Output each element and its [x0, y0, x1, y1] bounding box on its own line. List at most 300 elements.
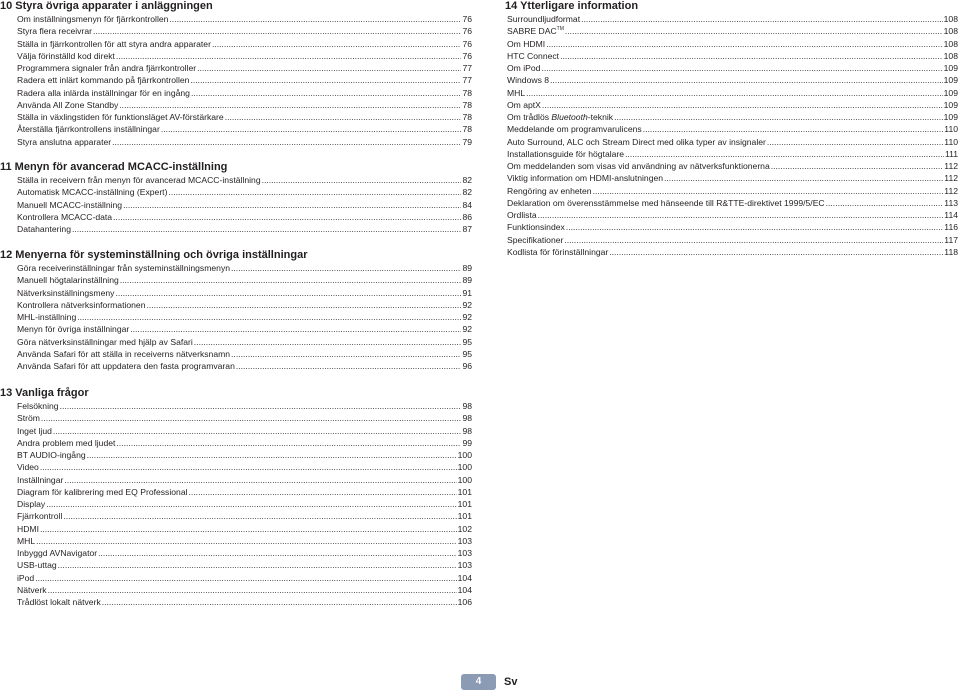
toc-entry-title — [17, 174, 261, 186]
toc-entry-text: Video — [17, 462, 39, 473]
dot-leader — [35, 572, 456, 584]
toc-entry-title — [17, 186, 167, 198]
toc-entry-title — [17, 510, 62, 522]
toc-entry[interactable] — [17, 510, 472, 522]
toc-entry-title — [507, 221, 565, 233]
toc-entry[interactable] — [17, 274, 472, 286]
toc-entry-title — [17, 437, 115, 449]
toc-entry[interactable] — [17, 449, 472, 461]
toc-entry-text: Ställa in fjärrkontrollen för att styra andra apparater — [17, 38, 211, 49]
toc-entry-title — [17, 535, 35, 547]
toc-entry-page: 95 — [462, 348, 472, 359]
toc-entry-text: Trådlöst lokalt nätverk — [17, 597, 101, 607]
dot-leader — [161, 123, 462, 135]
section-heading: 11 Menyn för avancerad MCACC-inställning — [0, 161, 228, 173]
dot-leader — [231, 348, 461, 360]
toc-entry-text: HTC Connect — [507, 50, 560, 61]
toc-entry-title — [17, 572, 34, 584]
toc-entry[interactable] — [17, 211, 472, 223]
toc-section-14 — [505, 0, 958, 258]
toc-entry-title — [17, 299, 146, 311]
toc-entry[interactable] — [17, 572, 472, 584]
dot-leader — [538, 209, 944, 221]
toc-entry-title — [507, 234, 563, 246]
dot-leader — [147, 299, 462, 311]
toc-entry-title — [507, 38, 545, 50]
toc-entry-page: 102 — [457, 523, 472, 534]
toc-entry-title — [17, 262, 230, 274]
toc-entry-text: Om trådlös Bluetooth-teknik — [507, 112, 614, 122]
toc-entry-page: 87 — [462, 224, 472, 234]
toc-entry-text: Fjärrkontroll — [17, 511, 63, 522]
toc-entry-text: Auto Surround, ALC och Stream Direct med olika typer av insignaler — [507, 136, 766, 147]
toc-entry[interactable] — [507, 148, 958, 160]
dot-leader — [116, 437, 461, 449]
toc-entry[interactable] — [507, 136, 958, 148]
entry-list — [0, 13, 472, 148]
toc-entry-title — [17, 87, 190, 99]
toc-entry-title — [507, 160, 770, 172]
toc-entry-page: 103 — [457, 560, 472, 571]
entry-list — [505, 13, 958, 258]
toc-entry-page: 103 — [457, 535, 472, 546]
toc-entry-page: 100 — [457, 474, 472, 485]
toc-entry[interactable] — [507, 25, 958, 37]
toc-entry[interactable] — [17, 262, 472, 274]
dot-leader — [63, 510, 456, 522]
toc-entry[interactable] — [17, 25, 472, 37]
toc-entry[interactable] — [507, 221, 958, 233]
dot-leader — [542, 99, 943, 111]
toc-entry-page: 89 — [462, 275, 472, 286]
toc-entry-title — [17, 13, 168, 25]
toc-entry-page: 109 — [943, 75, 958, 86]
toc-entry-page: 111 — [944, 148, 958, 159]
dot-leader — [130, 323, 461, 335]
toc-entry-text: Automatisk MCACC-inställning (Expert) — [17, 187, 168, 198]
dot-leader — [113, 211, 461, 223]
toc-entry[interactable] — [17, 348, 472, 360]
toc-entry-title — [507, 136, 766, 148]
toc-entry-page: 109 — [943, 63, 958, 73]
dot-leader — [197, 62, 461, 74]
toc-entry-title — [507, 74, 549, 86]
dot-leader — [212, 38, 462, 50]
dot-leader — [664, 172, 943, 184]
toc-entry-text: Välja förinställd kod direkt — [17, 50, 115, 61]
toc-entry-title — [17, 412, 40, 424]
dot-leader — [643, 123, 944, 135]
toc-entry-text: Manuell högtalarinställning — [17, 275, 119, 286]
toc-entry[interactable] — [507, 62, 958, 74]
dot-leader — [102, 596, 457, 608]
toc-entry-title — [507, 50, 559, 62]
toc-entry-title — [17, 498, 45, 510]
toc-entry-text: Om iPod — [507, 63, 541, 73]
toc-entry-title — [17, 523, 39, 535]
toc-entry-title — [17, 425, 52, 437]
toc-entry-title — [17, 474, 63, 486]
dot-leader — [41, 412, 462, 424]
toc-entry-page: 108 — [943, 50, 958, 61]
toc-entry-title — [507, 25, 564, 37]
toc-entry[interactable] — [17, 299, 472, 311]
toc-entry-text: MHL-inställning — [17, 312, 77, 322]
toc-entry[interactable] — [17, 174, 472, 186]
toc-entry-text: Diagram för kalibrering med EQ Professional — [17, 486, 188, 497]
entry-list — [0, 174, 472, 235]
toc-entry-text: Installationsguide för högtalare — [507, 148, 625, 159]
toc-entry-title — [17, 38, 211, 50]
toc-entry-page: 82 — [462, 175, 472, 185]
toc-entry-text: Radera alla inlärda inställningar för en ingång — [17, 87, 190, 98]
dot-leader — [36, 535, 457, 547]
toc-entry[interactable] — [507, 50, 958, 62]
section-heading: 10 Styra övriga apparater i anläggningen — [0, 0, 213, 12]
toc-entry-title — [17, 136, 111, 148]
toc-entry-title — [507, 209, 537, 221]
dot-leader — [40, 461, 457, 473]
entry-list — [0, 400, 472, 608]
toc-entry[interactable] — [17, 559, 472, 571]
toc-entry-title — [17, 323, 129, 335]
toc-entry-page: 103 — [457, 548, 472, 558]
toc-entry[interactable] — [17, 323, 472, 335]
toc-entry-text: Menyn för övriga inställningar — [17, 324, 130, 335]
toc-entry[interactable] — [507, 160, 958, 172]
toc-entry-page: 108 — [943, 38, 958, 49]
toc-entry-page: 78 — [462, 87, 472, 98]
dot-leader — [526, 87, 943, 99]
toc-entry-page: 98 — [462, 425, 472, 436]
toc-entry-page: 104 — [457, 584, 472, 595]
toc-entry[interactable] — [17, 50, 472, 62]
dot-leader — [60, 400, 462, 412]
toc-entry-page: 76 — [462, 26, 472, 37]
dot-leader — [40, 523, 457, 535]
toc-entry-title — [17, 400, 59, 412]
toc-entry[interactable] — [17, 123, 472, 135]
toc-entry-page: 112 — [944, 173, 958, 184]
toc-entry-text: Inställningar — [17, 474, 64, 485]
toc-entry-title — [17, 596, 101, 608]
toc-entry-page: 116 — [944, 222, 958, 233]
toc-entry[interactable] — [507, 234, 958, 246]
toc-entry-page: 117 — [944, 234, 958, 245]
toc-entry-title — [507, 246, 608, 258]
toc-entry-page: 78 — [462, 99, 472, 110]
toc-entry-text: Manuell MCACC-inställning — [17, 199, 123, 210]
toc-entry-page: 78 — [462, 112, 472, 122]
toc-entry[interactable] — [507, 197, 958, 209]
toc-entry-text: Ställa in växlingstiden för funktionsläget AV-förstärkare — [17, 112, 224, 122]
toc-entry[interactable] — [17, 87, 472, 99]
toc-entry-text: Felsökning — [17, 401, 59, 411]
dot-leader — [112, 136, 461, 148]
toc-entry-title — [17, 25, 92, 37]
toc-entry-text: Specifikationer — [507, 234, 564, 245]
dot-leader — [191, 87, 461, 99]
toc-entry-title — [17, 584, 47, 596]
dot-leader — [564, 234, 943, 246]
toc-entry-title — [17, 348, 230, 360]
toc-entry[interactable] — [17, 223, 472, 235]
dot-leader — [826, 197, 944, 209]
toc-section-13 — [0, 387, 472, 608]
toc-entry[interactable] — [17, 425, 472, 437]
toc-entry-page: 95 — [462, 336, 472, 347]
entry-list — [0, 262, 472, 372]
toc-section-11 — [0, 161, 472, 235]
toc-entry-page: 91 — [462, 287, 472, 298]
toc-entry[interactable] — [507, 38, 958, 50]
toc-entry-text: Windows 8 — [507, 75, 550, 86]
dot-leader — [625, 148, 944, 160]
toc-entry[interactable] — [507, 123, 958, 135]
toc-entry-page: 108 — [943, 14, 958, 24]
toc-entry-page: 109 — [943, 99, 958, 110]
toc-entry-title — [507, 13, 580, 25]
toc-entry-title — [17, 311, 76, 323]
toc-entry[interactable] — [17, 199, 472, 211]
toc-entry-title — [17, 111, 224, 123]
toc-entry[interactable] — [17, 38, 472, 50]
toc-entry-title — [507, 172, 663, 184]
toc-entry[interactable] — [17, 136, 472, 148]
dot-leader — [123, 199, 461, 211]
dot-leader — [120, 274, 462, 286]
toc-entry-text: MHL — [17, 535, 36, 546]
toc-entry-text: Radera ett inlärt kommando på fjärrkontrollen — [17, 75, 190, 86]
toc-entry-page: 101 — [457, 486, 472, 497]
toc-entry[interactable] — [507, 87, 958, 99]
toc-entry-text: Inbyggd AVNavigator — [17, 548, 98, 558]
toc-entry-page: 109 — [943, 87, 958, 98]
toc-entry-page: 92 — [462, 299, 472, 310]
toc-entry-text: Använda Safari för att ställa in receiverns nätverksnamn — [17, 348, 231, 359]
toc-entry[interactable] — [17, 400, 472, 412]
dot-leader — [58, 559, 457, 571]
toc-entry[interactable] — [17, 437, 472, 449]
toc-entry-text: Datahantering — [17, 224, 71, 234]
toc-entry-title — [17, 199, 122, 211]
toc-entry[interactable] — [17, 99, 472, 111]
toc-entry-page: 101 — [457, 499, 472, 509]
dot-leader — [189, 486, 457, 498]
toc-entry-text: BT AUDIO-ingång — [17, 450, 86, 460]
toc-entry-text: Kontrollera MCACC-data — [17, 211, 113, 222]
toc-entry-text: Använda Safari för att uppdatera den fasta programvaran — [17, 361, 235, 371]
toc-entry-text: MHL — [507, 87, 526, 98]
toc-entry-page: 76 — [462, 50, 472, 61]
toc-entry-page: 106 — [457, 597, 472, 607]
dot-leader — [566, 221, 943, 233]
toc-entry-text: Kodlista för förinställningar — [507, 246, 609, 257]
dot-leader — [98, 547, 457, 559]
toc-entry-title — [507, 197, 825, 209]
toc-entry-page: 108 — [943, 26, 958, 37]
toc-entry-page: 78 — [462, 124, 472, 135]
dot-leader — [225, 111, 462, 123]
toc-entry-text: Nätverksinställningsmeny — [17, 287, 115, 298]
toc-entry-page: 77 — [462, 63, 472, 73]
toc-entry[interactable] — [17, 186, 472, 198]
dot-leader — [169, 13, 461, 25]
toc-entry[interactable] — [507, 111, 958, 123]
toc-entry[interactable] — [17, 13, 472, 25]
toc-entry[interactable] — [17, 62, 472, 74]
dot-leader — [771, 160, 944, 172]
toc-entry-page: 100 — [457, 450, 472, 460]
toc-entry-title — [17, 336, 193, 348]
toc-entry[interactable] — [17, 523, 472, 535]
toc-entry-title — [17, 123, 160, 135]
toc-entry-text: Inget ljud — [17, 425, 52, 436]
dot-leader — [231, 262, 461, 274]
toc-entry-title — [507, 99, 541, 111]
toc-entry[interactable] — [17, 412, 472, 424]
toc-entry-page: 76 — [462, 38, 472, 49]
toc-entry-title — [17, 449, 86, 461]
toc-entry-page: 118 — [944, 246, 958, 257]
dot-leader — [546, 38, 942, 50]
toc-entry-title — [17, 223, 71, 235]
toc-entry-title — [17, 50, 115, 62]
toc-entry[interactable] — [17, 111, 472, 123]
toc-entry-page: 99 — [462, 437, 472, 448]
toc-entry-title — [17, 287, 114, 299]
toc-entry[interactable] — [17, 498, 472, 510]
dot-leader — [609, 246, 943, 258]
toc-entry[interactable] — [17, 535, 472, 547]
toc-entry-title — [507, 87, 525, 99]
toc-entry[interactable] — [17, 360, 472, 372]
toc-entry[interactable] — [17, 547, 472, 559]
toc-entry-text: Om HDMI — [507, 38, 546, 49]
toc-entry[interactable] — [17, 474, 472, 486]
toc-entry-text: Använda All Zone Standby — [17, 99, 119, 110]
dot-leader — [72, 223, 461, 235]
toc-entry-title — [17, 360, 235, 372]
toc-entry-text: Andra problem med ljudet — [17, 437, 116, 448]
dot-leader — [168, 186, 461, 198]
toc-entry[interactable] — [507, 185, 958, 197]
toc-entry-title — [507, 185, 592, 197]
toc-entry-text: Nätverk — [17, 584, 47, 595]
toc-entry[interactable] — [17, 287, 472, 299]
toc-entry-page: 100 — [457, 462, 472, 473]
toc-entry-text: iPod — [17, 572, 35, 583]
dot-leader — [550, 74, 943, 86]
toc-entry-page: 76 — [462, 14, 472, 24]
toc-entry-page: 98 — [462, 401, 472, 411]
toc-entry-text: Ström — [17, 413, 40, 424]
dot-leader — [262, 174, 462, 186]
toc-entry-text: SABRE DAC — [507, 26, 557, 37]
toc-entry-text: Om meddelanden som visas vid användning av nätverksfunktionerna — [507, 161, 770, 171]
toc-entry-page: 92 — [462, 324, 472, 335]
toc-entry-page: 104 — [457, 572, 472, 583]
dot-leader — [541, 62, 942, 74]
page-number-badge: 4 — [461, 674, 496, 690]
toc-entry-text: Deklaration om överensstämmelse med hänseende till R&TTE-direktivet 1999/5/EC — [507, 197, 825, 208]
toc-entry-text: Styra flera receivrar — [17, 26, 92, 37]
toc-entry-page: 98 — [462, 413, 472, 424]
toc-entry[interactable] — [17, 596, 472, 608]
toc-entry[interactable] — [507, 172, 958, 184]
toc-entry[interactable] — [17, 336, 472, 348]
section-heading: 12 Menyerna för systeminställning och övriga inställningar — [0, 249, 308, 261]
section-heading: 14 Ytterligare information — [505, 0, 639, 12]
toc-entry-title — [17, 486, 188, 498]
toc-entry-text: Göra receiverinställningar från systeminställningsmenyn — [17, 263, 231, 273]
dot-leader — [64, 474, 456, 486]
toc-entry-text: Om inställningsmenyn för fjärrkontrollen — [17, 14, 169, 24]
toc-entry-title — [507, 111, 613, 123]
toc-entry-title — [17, 559, 57, 571]
toc-entry-title — [17, 211, 112, 223]
toc-entry-title — [17, 99, 118, 111]
toc-entry-page: 89 — [462, 263, 472, 273]
toc-entry-title — [17, 62, 196, 74]
dot-leader — [190, 74, 461, 86]
toc-entry-page: 112 — [944, 185, 958, 196]
toc-entry[interactable] — [17, 461, 472, 473]
toc-entry-title — [507, 123, 642, 135]
toc-entry[interactable] — [17, 311, 472, 323]
toc-entry[interactable] — [507, 74, 958, 86]
dot-leader — [77, 311, 461, 323]
toc-entry-title — [507, 62, 540, 74]
toc-entry-title — [17, 547, 97, 559]
dot-leader — [53, 425, 462, 437]
toc-entry[interactable] — [507, 246, 958, 258]
toc-entry-text: Ordlista — [507, 210, 537, 220]
toc-entry[interactable] — [507, 99, 958, 111]
trademark-superscript: TM — [556, 26, 564, 33]
dot-leader — [115, 287, 461, 299]
toc-entry-page: 96 — [462, 361, 472, 371]
toc-entry-text: Återställa fjärrkontrollens inställningar — [17, 124, 160, 135]
toc-entry-title — [507, 148, 624, 160]
dot-leader — [236, 360, 462, 372]
toc-entry[interactable] — [17, 584, 472, 596]
toc-entry[interactable] — [17, 74, 472, 86]
toc-entry-page: 110 — [944, 136, 958, 147]
toc-entry-title — [17, 74, 189, 86]
toc-entry-page: 82 — [462, 187, 472, 198]
dot-leader — [87, 449, 457, 461]
section-heading: 13 Vanliga frågor — [0, 387, 89, 399]
toc-entry-text: Kontrollera nätverksinformationen — [17, 299, 146, 310]
dot-leader — [194, 336, 462, 348]
toc-entry[interactable] — [507, 209, 958, 221]
dot-leader — [48, 584, 457, 596]
toc-entry-text: Ställa in receivern från menyn för avancerad MCACC-inställning — [17, 175, 261, 185]
toc-entry-page: 114 — [944, 210, 958, 220]
dot-leader — [560, 50, 943, 62]
dot-leader — [581, 13, 943, 25]
toc-entry-page: 79 — [462, 136, 472, 147]
toc-entry-page: 109 — [943, 112, 958, 122]
toc-entry-text: Display — [17, 499, 46, 509]
language-label: Sv — [504, 676, 518, 688]
toc-entry[interactable] — [17, 486, 472, 498]
toc-entry-text: Rengöring av enheten — [507, 185, 592, 196]
toc-entry-page: 101 — [457, 511, 472, 522]
toc-entry-page: 77 — [462, 75, 472, 86]
toc-entry[interactable] — [507, 13, 958, 25]
